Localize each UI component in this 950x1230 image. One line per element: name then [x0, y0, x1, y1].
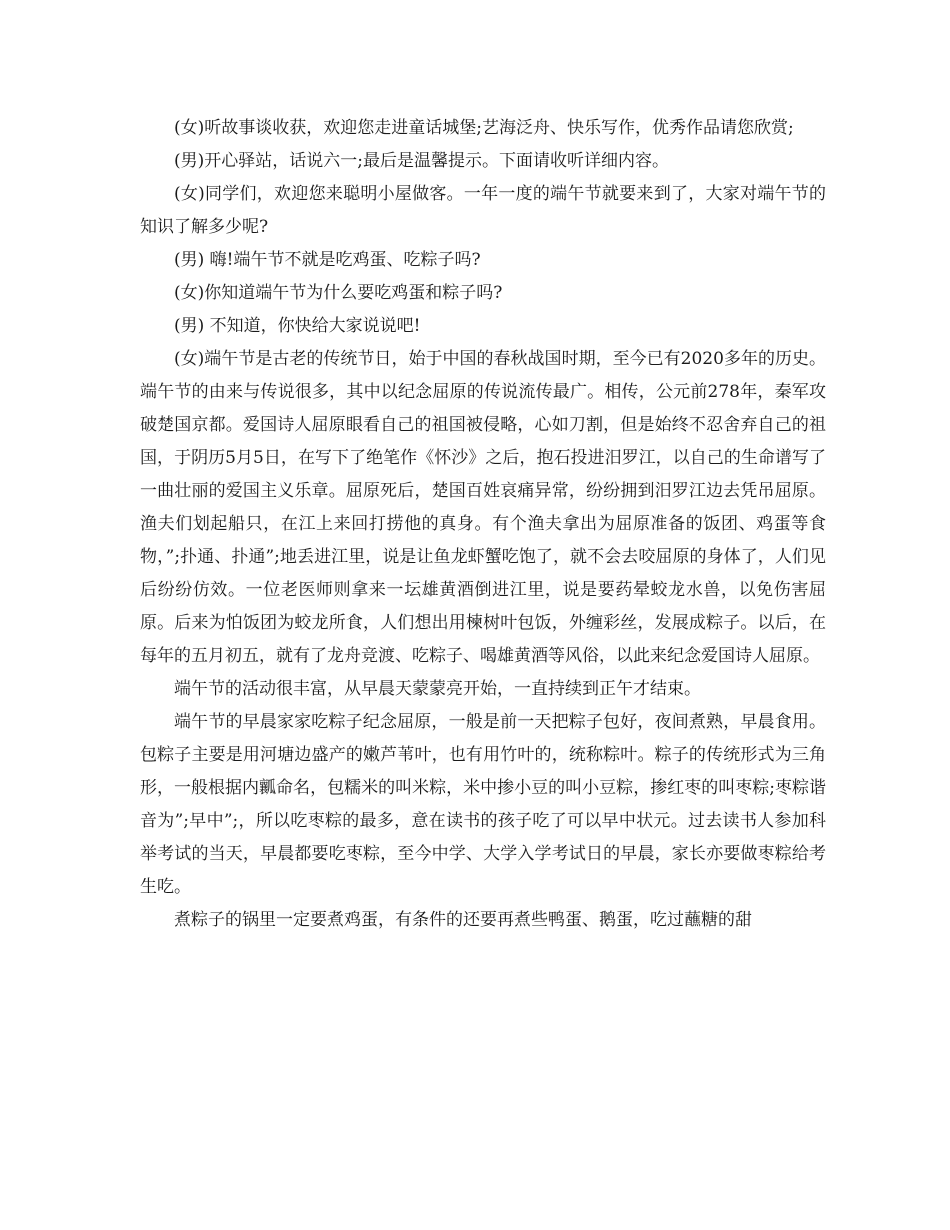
- paragraph-eggs: 煮粽子的锅里一定要煮鸡蛋，有条件的还要再煮些鸭蛋、鹅蛋，吃过蘸糖的甜: [174, 910, 752, 930]
- paragraph-activities: 端午节的活动很丰富，从早晨天蒙蒙亮开始，一直持续到正午才结束。: [174, 679, 701, 699]
- paragraph-male-reply: (男) 嗨!端午节不就是吃鸡蛋、吃粽子吗?: [174, 250, 481, 270]
- paragraph-history: (女)端午节是古老的传统节日，始于中国的春秋战国时期，至今已有2020多年的历史。端午节的由来与传说很多，其中以纪念屈原的传说流传最广。相传，公元前278年，秦军攻破楚国京都。爱国诗人屈原眼看自己的祖国被侵略，心如刀割，但是始终不忍舍弃自己的祖国，于阴历5月5日，在写下了绝笔作《怀沙》之后，抱石投进汨罗江，以自己的生命谱写了一曲壮丽的爱国主义乐章。屈原死后，楚国百姓哀痛异常，纷纷拥到汨罗江边去凭吊屈原。渔夫们划起船只，在江上来回打捞他的真身。有个渔夫拿出为屈原准备的饭团、鸡蛋等食物，”;扑通、扑通”;地丢进江里，说是让鱼龙虾蟹吃饱了，就不会去咬屈原的身体了，人们见后纷纷仿效。一位老医师则拿来一坛雄黄酒倒进江里，说是要药晕蛟龙水兽，以免伤害屈原。后来为怕饭团为蛟龙所食，人们想出用楝树叶包饭，外缠彩丝，发展成粽子。以后，在每年的五月初五，就有了龙舟竞渡、吃粽子、喝雄黄酒等风俗，以此来纪念爱国诗人屈原。: [140, 349, 826, 666]
- document-body: [140, 112, 826, 937]
- paragraph-intro-female: (女)听故事谈收获，欢迎您走进童话城堡;艺海泛舟、快乐写作，优秀作品请您欣赏;: [174, 118, 794, 138]
- paragraph-female-question: (女)你知道端午节为什么要吃鸡蛋和粽子吗?: [174, 283, 503, 303]
- paragraph-male-answer: (男) 不知道，你快给大家说说吧!: [174, 316, 421, 336]
- paragraph-intro-male: (男)开心驿站，话说六一;最后是温馨提示。下面请收听详细内容。: [174, 151, 669, 171]
- paragraph-zongzi: 端午节的早晨家家吃粽子纪念屈原，一般是前一天把粽子包好，夜间煮熟，早晨食用。包粽子主要是用河塘边盛产的嫩芦苇叶，也有用竹叶的，统称粽叶。粽子的传统形式为三角形，一般根据内瓤命名，包糯米的叫米粽，米中掺小豆的叫小豆粽，掺红枣的叫枣粽;枣粽谐音为”;早中”;，所以吃枣粽的最多，意在读书的孩子吃了可以早中状元。过去读书人参加科举考试的当天，早晨都要吃枣粽，至今中学、大学入学考试日的早晨，家长亦要做枣粽给考生吃。: [140, 712, 826, 897]
- paragraph-welcome: (女)同学们，欢迎您来聪明小屋做客。一年一度的端午节就要来到了，大家对端午节的知识了解多少呢?: [140, 184, 826, 237]
